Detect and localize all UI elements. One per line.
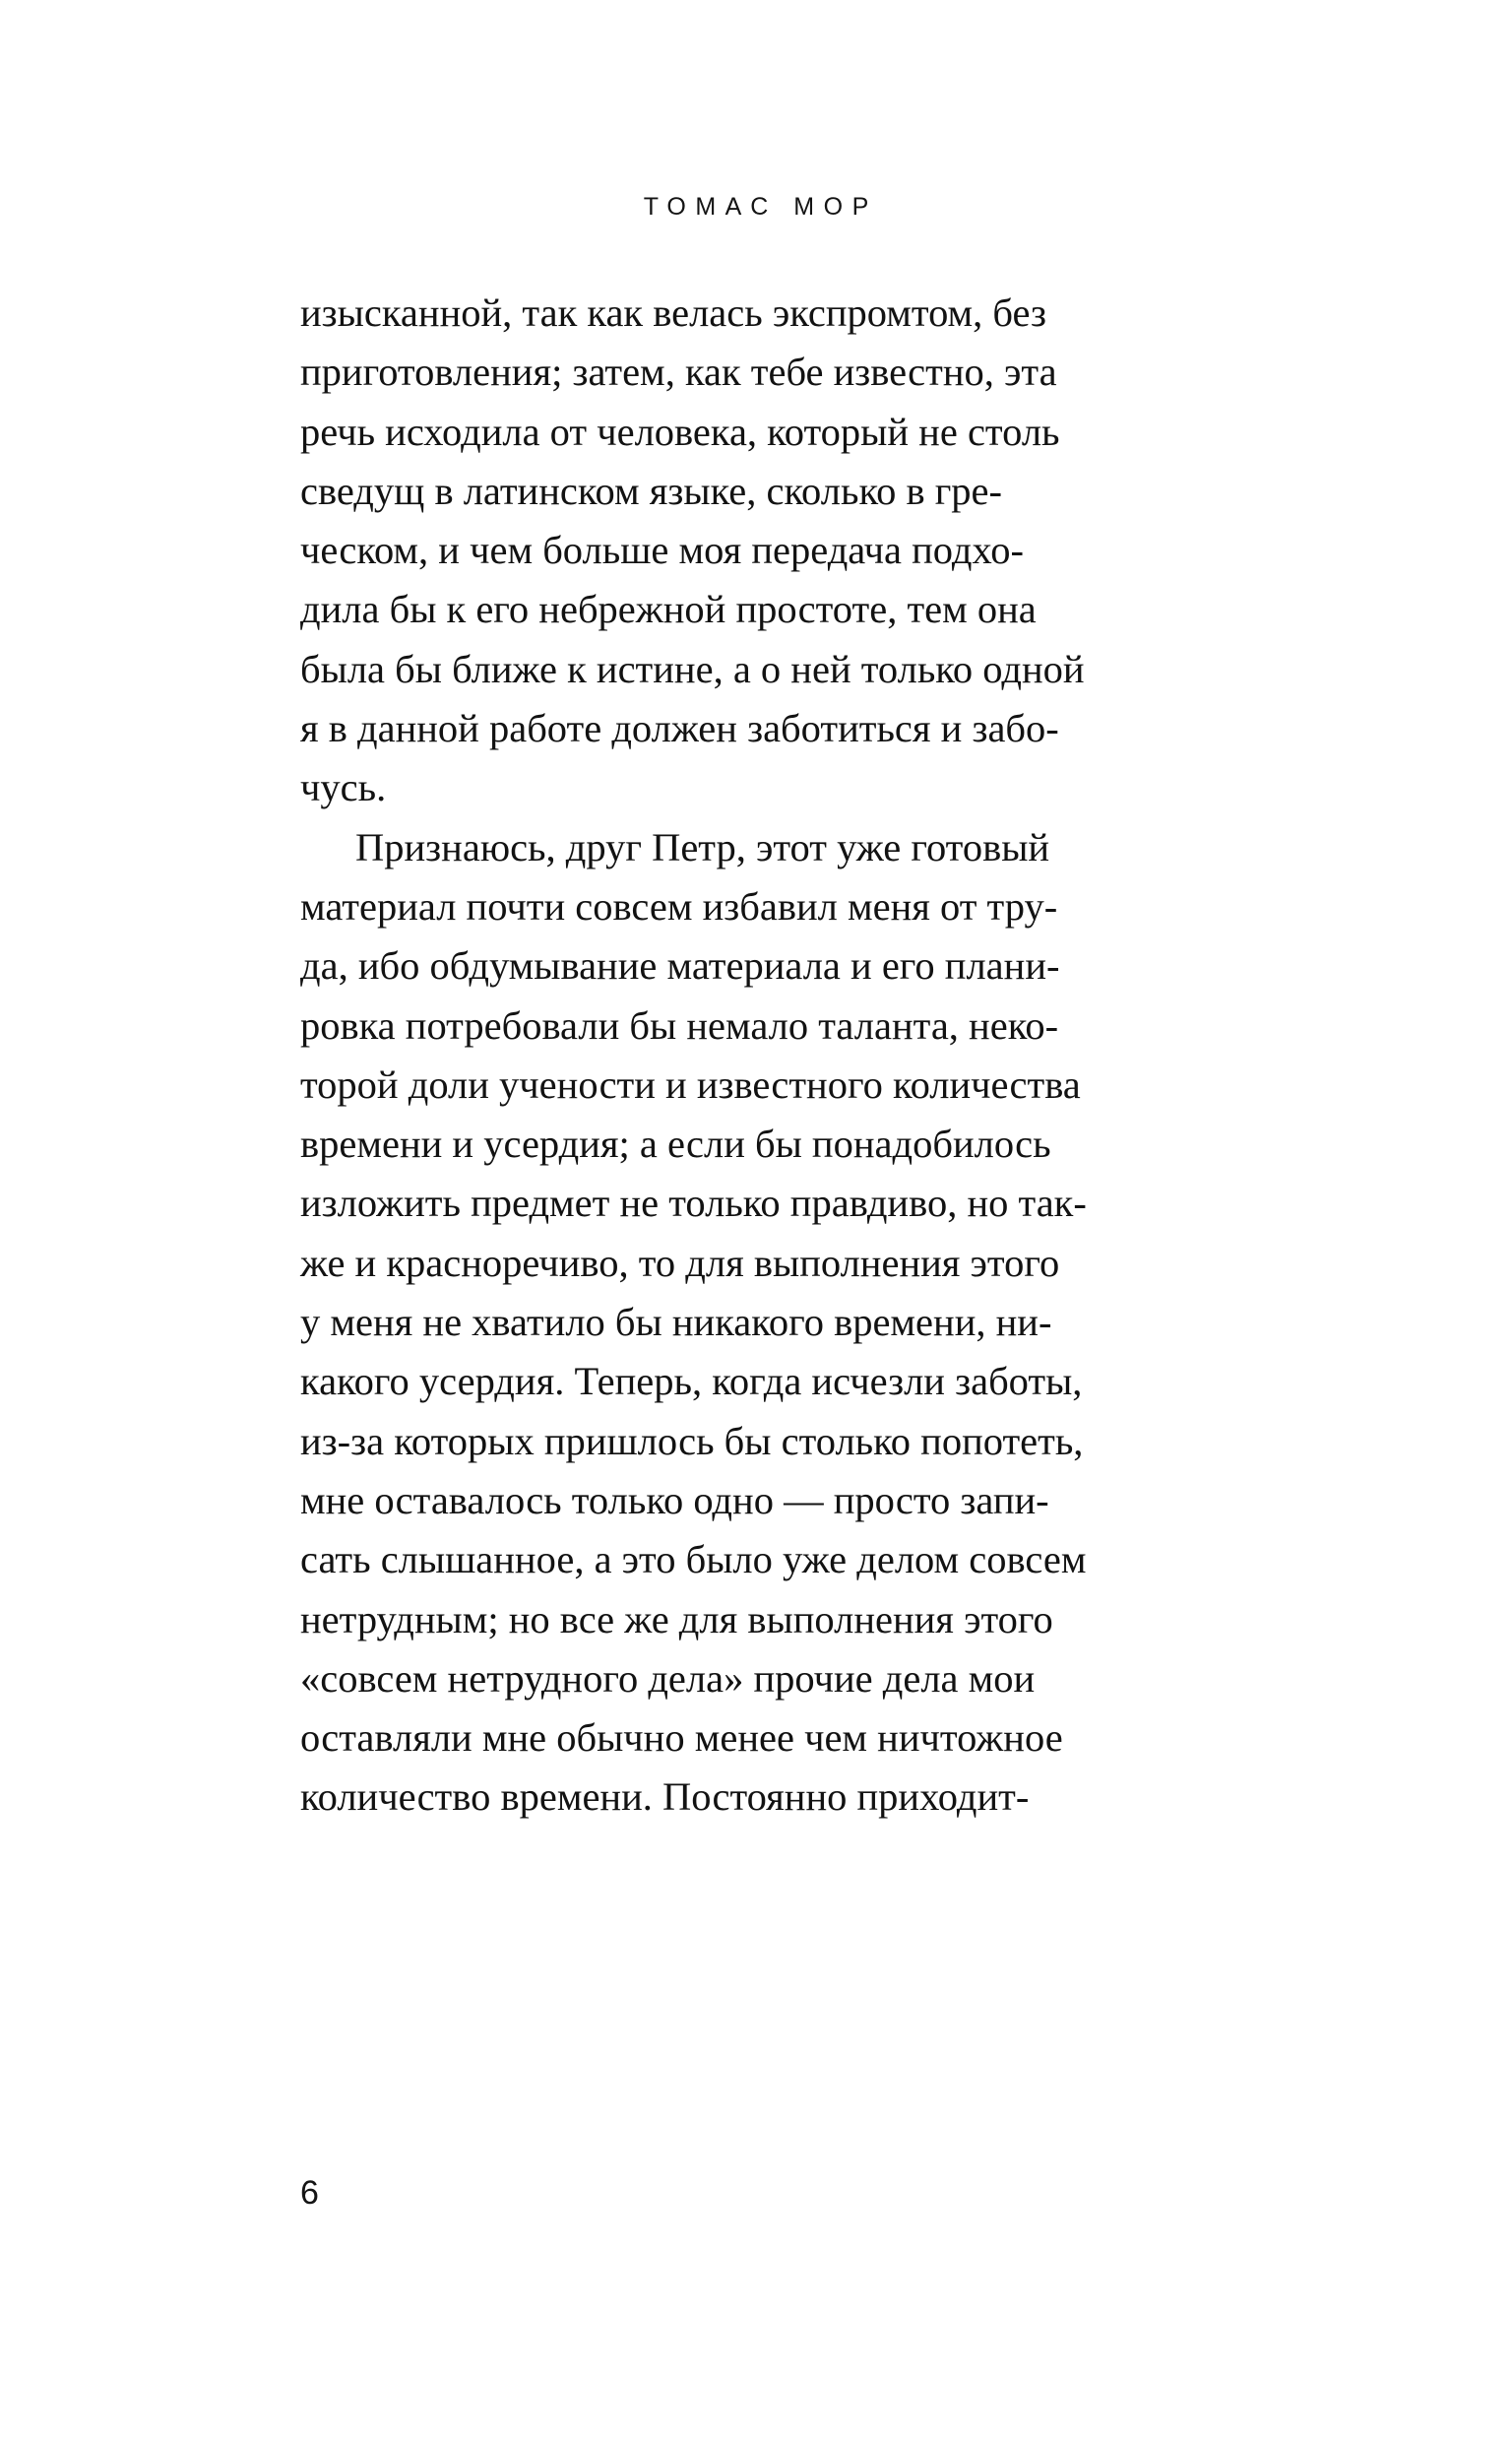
text-line: сведущ в латинском языке, сколько в гре-	[300, 468, 1003, 513]
text-line: ровка потребовали бы немало таланта, неко-	[300, 1002, 1059, 1048]
text-line: была бы ближе к истине, а о ней только одной	[300, 646, 1085, 691]
text-line: сать слышанное, а это было уже делом совсем	[300, 1537, 1087, 1582]
text-line: дила бы к его небрежной простоте, тем она	[300, 587, 1037, 632]
text-line: материал почти совсем избавил меня от тру-	[300, 883, 1058, 929]
text-line: чусь.	[300, 765, 387, 810]
running-head: ТОМАС МОР	[643, 193, 878, 221]
text-line: приготовления; затем, как тебе известно, эта	[300, 350, 1057, 395]
text-line: речь исходила от человека, который не столь	[300, 409, 1060, 454]
text-line: изложить предмет не только правдиво, но так-	[300, 1181, 1087, 1226]
text-line: у меня не хватило бы никакого времени, ни-	[300, 1300, 1052, 1345]
text-line: же и красноречиво, то для выполнения этого	[300, 1240, 1060, 1285]
text-line: нетрудным; но все же для выполнения этого	[300, 1596, 1053, 1641]
text-line: оставляли мне обычно менее чем ничтожное	[300, 1715, 1063, 1761]
text-line: времени и усердия; а если бы понадобилось	[300, 1122, 1051, 1167]
text-line: торой доли учености и известного количества	[300, 1061, 1081, 1107]
text-line: из-за которых пришлось бы столько попотеть,	[300, 1418, 1084, 1463]
text-line: мне оставалось только одно — просто запи-	[300, 1477, 1049, 1522]
text-line: «совсем нетрудного дела» прочие дела мои	[300, 1655, 1036, 1701]
page-number: 6	[300, 2174, 320, 2212]
text-line: Признаюсь, друг Петр, этот уже готовый	[355, 824, 1050, 869]
text-line: какого усердия. Теперь, когда исчезли заботы,	[300, 1359, 1083, 1404]
text-line: изысканной, так как велась экспромтом, без	[300, 290, 1046, 335]
text-line: я в данной работе должен заботиться и забо-	[300, 706, 1059, 751]
paragraph-paragraph-continued	[300, 284, 1326, 818]
text-line: ческом, и чем больше моя передача подхо-	[300, 528, 1024, 573]
body-text-block	[300, 284, 1326, 1828]
text-line: количество времени. Постоянно приходит-	[300, 1774, 1030, 1820]
paragraph-paragraph-priznayus	[300, 818, 1326, 1828]
text-line: да, ибо обдумывание материала и его плани-	[300, 943, 1060, 989]
